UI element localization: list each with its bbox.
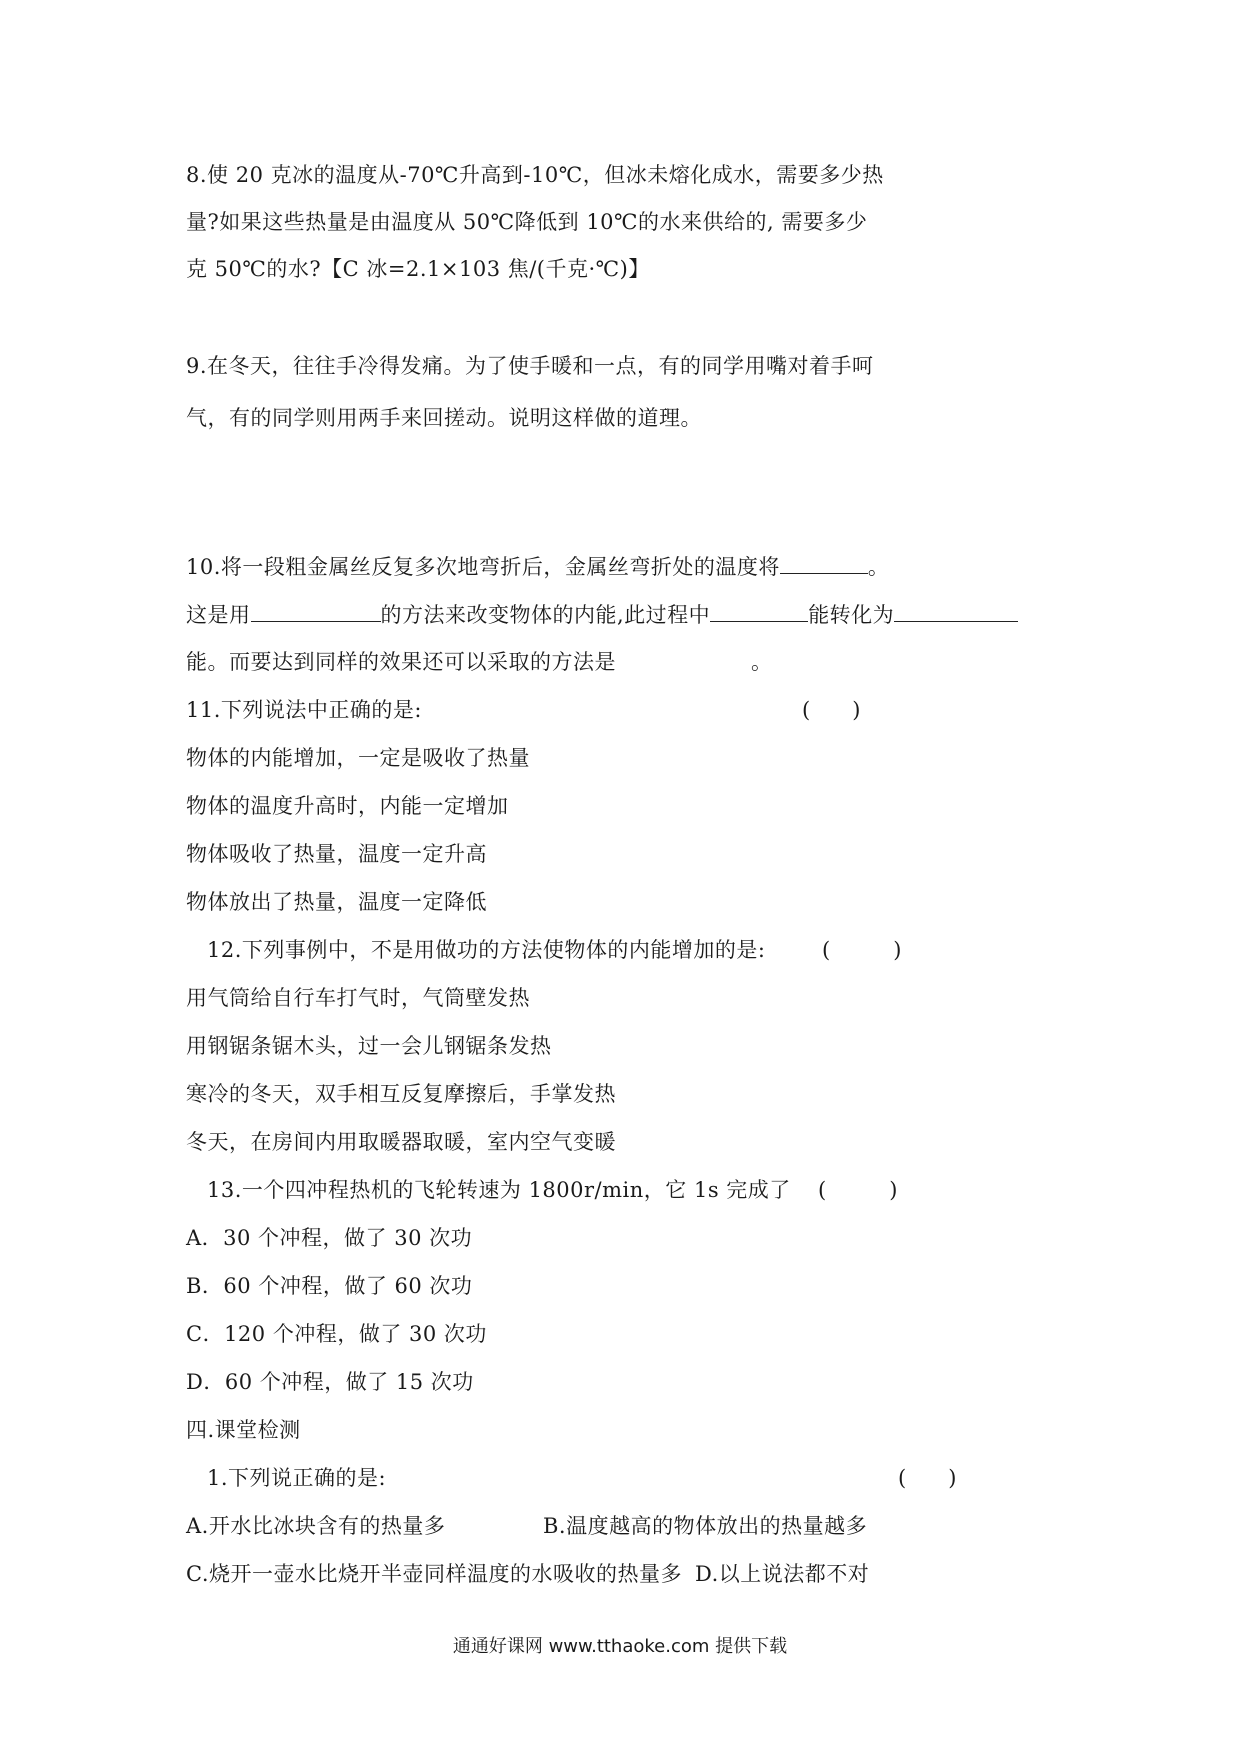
q11-option-4: 物体放出了热量，温度一定降低 [186,890,487,914]
q10-period-3: 。 [751,650,773,674]
q12-stem: 12.下列事例中，不是用做功的方法使物体的内能增加的是: [207,938,766,962]
q11-option-3: 物体吸收了热量，温度一定升高 [186,842,487,866]
q13-answer-paren[interactable]: ( ) [818,1178,898,1202]
q10-line-3-text: 能。而要达到同样的效果还可以采取的方法是 [186,650,616,674]
s4-q1-option-a: A.开水比冰块含有的热量多 [186,1514,446,1538]
answer-blank-2[interactable] [251,599,381,622]
q13-stem: 13.一个四冲程热机的飞轮转速为 1800r/min，它 1s 完成了 [207,1178,791,1202]
q8-line-3: 克 50℃的水?【C 冰=2.1×103 焦/(千克·℃)】 [186,257,650,281]
q12-option-2: 用钢锯条锯木头，过一会儿钢锯条发热 [186,1034,552,1058]
q10-period-1: 。 [867,555,890,579]
s4-q1-option-b: B.温度越高的物体放出的热量越多 [543,1514,868,1538]
q13-option-a: A．30 个冲程，做了 30 次功 [186,1226,473,1250]
q8-line-2: 量?如果这些热量是由温度从 50℃降低到 10℃的水来供给的, 需要多少 [186,210,868,234]
answer-blank-3[interactable] [710,599,808,622]
s4-q1-option-d: D.以上说法都不对 [695,1562,870,1586]
q10-line-2-text-c: 能转化为 [808,603,895,627]
s4-q1-stem: 1.下列说正确的是: [207,1466,387,1490]
q13-option-c: C．120 个冲程，做了 30 次功 [186,1322,487,1346]
q12-option-3: 寒冷的冬天，双手相互反复摩擦后，手掌发热 [186,1082,616,1106]
q13-option-b: B．60 个冲程，做了 60 次功 [186,1274,473,1298]
q10-line-1-text: 10.将一段粗金属丝反复多次地弯折后，金属丝弯折处的温度将 [186,555,780,579]
s4-q1-answer-paren[interactable]: ( ) [898,1466,957,1490]
q10-line-3 [186,647,773,677]
q12-answer-paren[interactable]: ( ) [822,938,902,962]
q13-option-d: D．60 个冲程，做了 15 次功 [186,1370,474,1394]
answer-blank-4[interactable] [894,599,1018,622]
q11-stem: 11.下列说法中正确的是: [186,698,422,722]
q12-option-1: 用气筒给自行车打气时，气筒壁发热 [186,986,530,1010]
s4-q1-option-c: C.烧开一壶水比烧开半壶同样温度的水吸收的热量多 [186,1562,682,1586]
q10-line-1 [186,551,889,582]
q10-line-2-text-a: 这是用 [186,603,251,627]
q10-line-2-text-b: 的方法来改变物体的内能,此过程中 [380,603,711,627]
q10-line-2 [186,599,1018,630]
q12-option-4: 冬天，在房间内用取暖器取暖，室内空气变暖 [186,1130,616,1154]
q11-answer-paren[interactable]: ( ) [802,698,861,722]
q8-line-1: 8.使 20 克冰的温度从-70℃升高到-10℃，但冰未熔化成水，需要多少热 [186,163,884,187]
q9-line-1: 9.在冬天，往往手冷得发痛。为了使手暖和一点，有的同学用嘴对着手呵 [186,354,874,378]
q11-option-2: 物体的温度升高时，内能一定增加 [186,794,509,818]
q11-option-1: 物体的内能增加，一定是吸收了热量 [186,746,530,770]
section-4-title: 四.课堂检测 [186,1418,301,1442]
q9-line-2: 气，有的同学则用两手来回搓动。说明这样做的道理。 [186,406,702,430]
answer-blank-1[interactable] [780,551,868,574]
page-footer: 通通好课网 www.tthaoke.com 提供下载 [452,1636,788,1657]
